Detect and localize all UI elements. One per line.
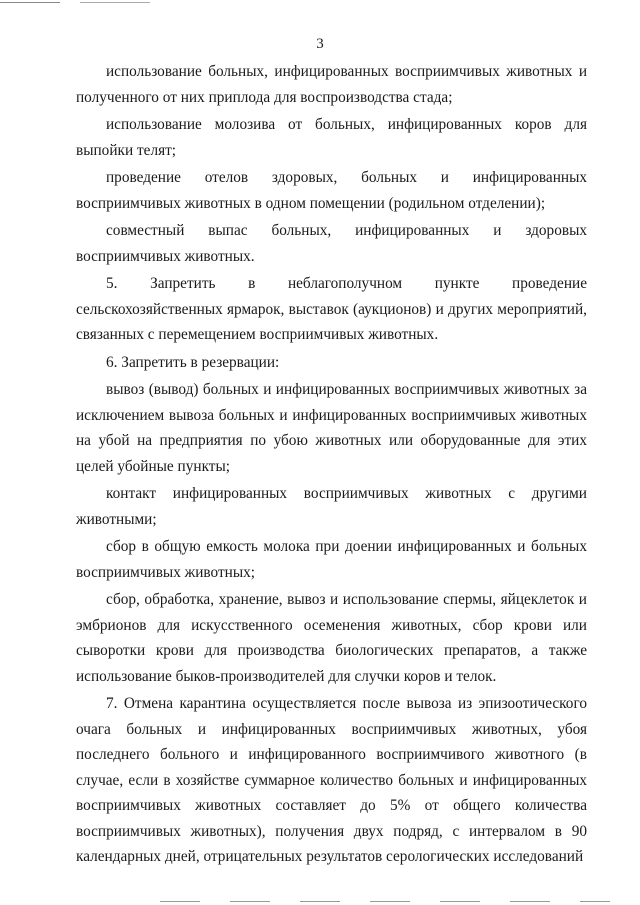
paragraph: сбор в общую емкость молока при доении инфицированных и больных восприимчивых животных; (76, 538, 587, 581)
paragraph: использование больных, инфицированных восприимчивых животных и полученного от них приплода для воспроизводства стада; (76, 63, 587, 106)
scan-artifact-top (0, 2, 150, 3)
body-text (76, 59, 587, 870)
paragraph: использование молозива от больных, инфицированных коров для выпойки телят; (76, 116, 587, 159)
scan-artifact-bottom (160, 901, 610, 902)
paragraph: совместный выпас больных, инфицированных и здоровых восприимчивых животных. (76, 222, 587, 265)
paragraph: вывоз (вывод) больных и инфицированных восприимчивых животных за исключением вывоза больных и инфицированных восприимчивых животных на убой на предприятия по убою животных или оборудованные для этих целей убойные пункты; (76, 381, 587, 475)
paragraph: проведение отелов здоровых, больных и инфицированных восприимчивых животных в одном помещении (родильном отделении); (76, 169, 587, 212)
paragraph: 5. Запретить в неблагополучном пункте проведение сельскохозяйственных ярмарок, выставок (аукционов) и других мероприятий, связанных с перемещением восприимчивых животных. (76, 275, 587, 343)
paragraph: 7. Отмена карантина осуществляется после вывоза из эпизоотического очага больных и инфицированных восприимчивых животных, убоя последнего больного и инфицированного восприимчивого животного (в случае, если в хозяйстве суммарное количество больных и инфицированных восприимчивых животных составляет до 5% от общего количества восприимчивых животных), получения двух подряд, с интервалом в 90 календарных дней, отрицательных результатов серологических исследований (76, 695, 587, 865)
paragraph: контакт инфицированных восприимчивых животных с другими животными; (76, 485, 587, 528)
paragraph: 6. Запретить в резервации: (106, 353, 280, 371)
paragraph: сбор, обработка, хранение, вывоз и использование спермы, яйцеклеток и эмбрионов для искусственного осеменения животных, сбор крови или сыворотки крови для производства биологических препаратов, а также использование быков-производителей для случки коров и телок. (76, 591, 587, 685)
page-number: 3 (316, 36, 324, 52)
